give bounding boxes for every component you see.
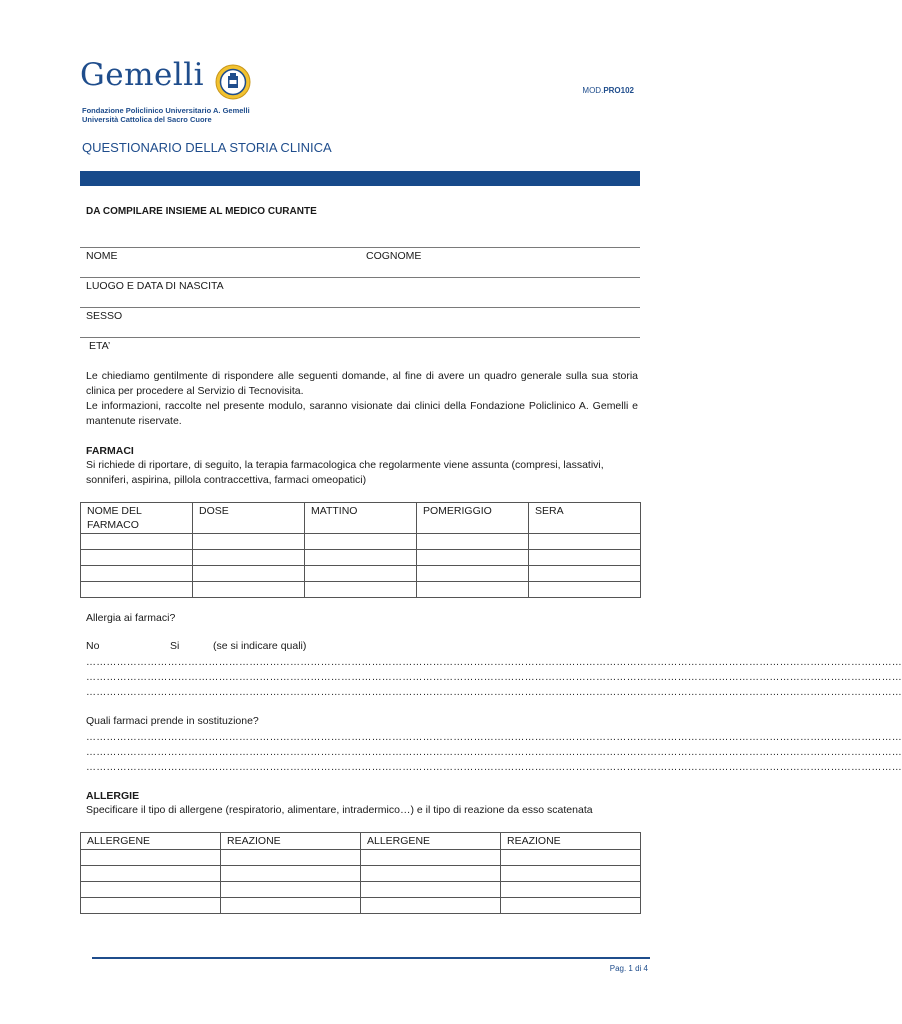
cognome-label: COGNOME [366,250,422,262]
col-dose: DOSE [193,503,305,534]
table-cell[interactable] [361,866,501,882]
intro-text-1: Le chiediamo gentilmente di rispondere alle seguenti domande, al fine di avere un quadro generale sulla sua storia clinica per procedere al Servizio di Tecnovisita. [86,370,638,397]
module-code: PRO102 [603,86,634,95]
module-prefix: MOD. [582,86,604,95]
divider [80,337,640,338]
allergia-note: (se si indicare quali) [213,640,307,652]
table-cell[interactable] [221,850,361,866]
table-cell[interactable] [529,566,641,582]
col-pomeriggio: POMERIGGIO [417,503,529,534]
col-reazione: REAZIONE [221,833,361,850]
table-header-row [81,503,641,534]
col-allergene: ALLERGENE [81,833,221,850]
farmaci-table [80,502,641,598]
col-reazione: REAZIONE [501,833,641,850]
divider [80,307,640,308]
farmaci-heading: FARMACI [86,445,134,457]
answer-line[interactable]: …………………………………………………………………………………………………………………………………………………………………………………………………………………… [86,732,902,743]
answer-line[interactable]: …………………………………………………………………………………………………………………………………………………………………………………………………………………… [86,687,902,698]
table-cell[interactable] [501,898,641,914]
table-cell[interactable] [305,534,417,550]
org-name-line2: Università Cattolica del Sacro Cuore [82,115,212,124]
org-name-line1: Fondazione Policlinico Universitario A. Gemelli [82,106,250,115]
table-cell[interactable] [193,582,305,598]
subheading: DA COMPILARE INSIEME AL MEDICO CURANTE [86,206,317,217]
option-no[interactable]: No [86,640,100,652]
table-row [81,550,641,566]
col-allergene: ALLERGENE [361,833,501,850]
table-row [81,898,641,914]
intro-text-2: Le informazioni, raccolte nel presente modulo, saranno visionate dai clinici della Fondazione Policlinico A. Gemelli e mantenute riservate. [86,400,638,427]
page-title: QUESTIONARIO DELLA STORIA CLINICA [82,140,332,155]
table-cell[interactable] [81,534,193,550]
table-cell[interactable] [529,534,641,550]
option-si[interactable]: Si [170,640,180,652]
table-row [81,582,641,598]
allergia-question: Allergia ai farmaci? [86,612,176,624]
sesso-label: SESSO [86,310,123,322]
farmaci-text: Si richiede di riportare, di seguito, la terapia farmacologica che regolarmente viene assunta (compresi, lassativi, sonniferi, aspirina, pillola contraccettiva, farmaci omeopatici) [86,459,604,486]
table-cell[interactable] [221,866,361,882]
allergie-text: Specificare il tipo di allergene (respiratorio, alimentare, intradermico…) e il tipo di reazione da esso scatenata [86,804,593,816]
answer-line[interactable]: …………………………………………………………………………………………………………………………………………………………………………………………………………………… [86,762,902,773]
table-cell[interactable] [81,582,193,598]
answer-line[interactable]: …………………………………………………………………………………………………………………………………………………………………………………………………………………… [86,672,902,683]
table-cell[interactable] [529,582,641,598]
table-cell[interactable] [417,550,529,566]
table-row [81,534,641,550]
table-cell[interactable] [81,566,193,582]
eta-label: ETA’ [89,340,111,352]
footer-line [92,957,650,959]
table-cell[interactable] [221,882,361,898]
luogo-data-nascita-label: LUOGO E DATA DI NASCITA [86,280,224,292]
sostituzione-question: Quali farmaci prende in sostituzione? [86,715,259,727]
table-header-row [81,833,641,850]
module-reference [582,86,634,95]
table-cell[interactable] [193,534,305,550]
gemelli-logo: Gemelli [80,57,205,93]
table-cell[interactable] [81,898,221,914]
answer-line[interactable]: …………………………………………………………………………………………………………………………………………………………………………………………………………………… [86,747,902,758]
table-cell[interactable] [81,850,221,866]
university-seal-icon [215,64,251,100]
table-cell[interactable] [221,898,361,914]
table-cell[interactable] [193,566,305,582]
table-row [81,866,641,882]
page-number: Pag. 1 di 4 [609,964,648,973]
table-cell[interactable] [361,882,501,898]
answer-line[interactable]: …………………………………………………………………………………………………………………………………………………………………………………………………………………… [86,657,902,668]
table-cell[interactable] [305,566,417,582]
table-cell[interactable] [361,850,501,866]
allergie-table [80,832,641,914]
nome-label: NOME [86,250,118,262]
divider [80,247,640,248]
table-cell[interactable] [305,582,417,598]
table-cell[interactable] [529,550,641,566]
table-cell[interactable] [81,550,193,566]
table-cell[interactable] [81,882,221,898]
table-cell[interactable] [501,850,641,866]
allergie-heading: ALLERGIE [86,790,140,802]
table-cell[interactable] [361,898,501,914]
table-cell[interactable] [501,882,641,898]
divider [80,277,640,278]
table-row [81,566,641,582]
table-cell[interactable] [305,550,417,566]
table-cell[interactable] [193,550,305,566]
table-cell[interactable] [81,866,221,882]
table-row [81,882,641,898]
title-bar [80,171,640,186]
col-mattino: MATTINO [305,503,417,534]
col-nome-farmaco: NOME DEL FARMACO [81,503,193,534]
intro-paragraph [86,369,638,429]
table-row [81,850,641,866]
col-sera: SERA [529,503,641,534]
table-cell[interactable] [417,534,529,550]
table-cell[interactable] [417,582,529,598]
table-cell[interactable] [417,566,529,582]
table-cell[interactable] [501,866,641,882]
